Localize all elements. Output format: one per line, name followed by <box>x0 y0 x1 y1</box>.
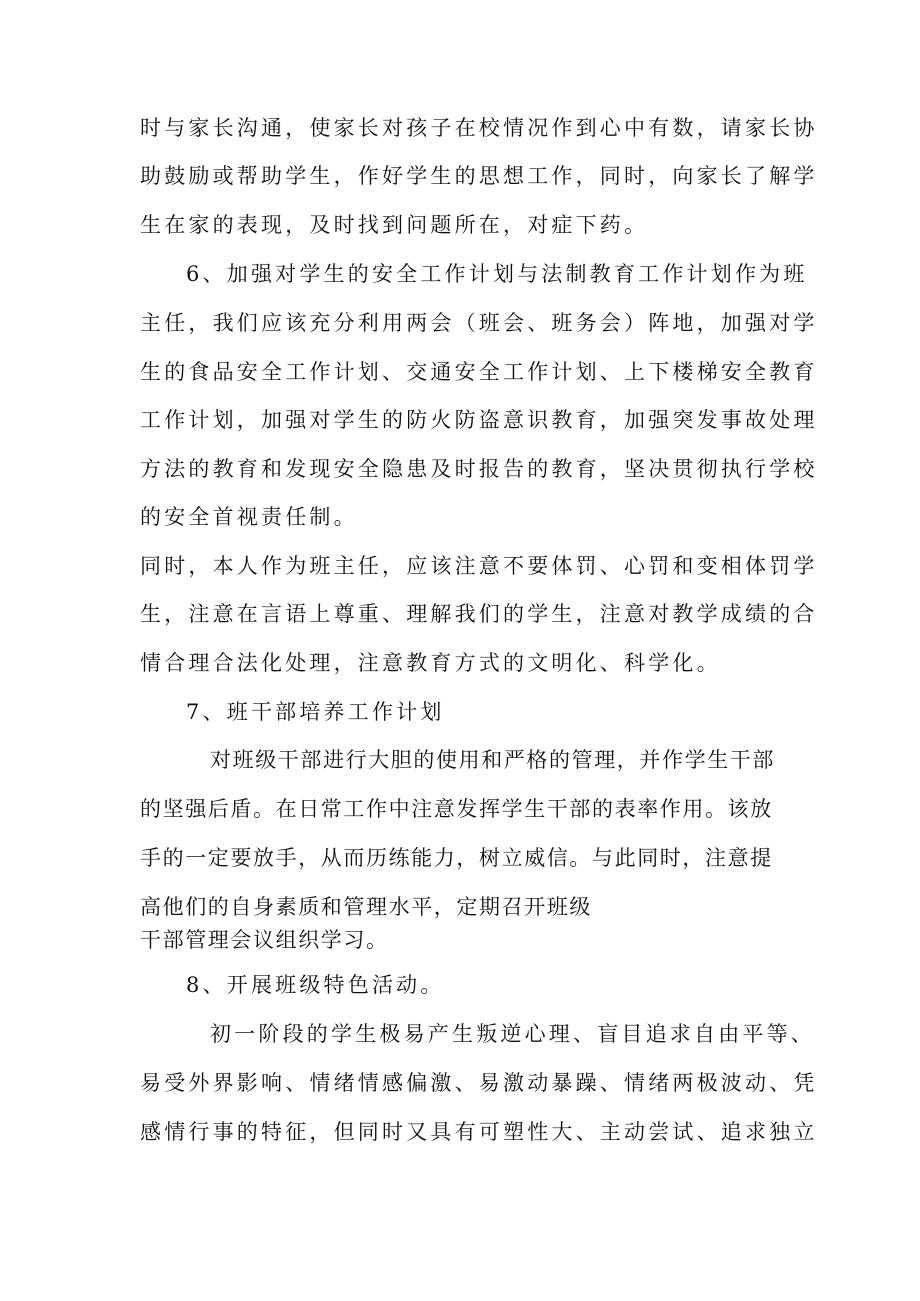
text-line-21: 易受外界影响、情绪情感偏激、易激动暴躁、情绪两极波动、凭 <box>140 1071 818 1095</box>
text-line-20: 初一阶段的学生极易产生叛逆心理、盲目追求自由平等、 <box>210 1022 815 1046</box>
text-line-1: 时与家长沟通，使家长对孩子在校情况作到心中有数，请家长协 <box>140 116 818 140</box>
text-line-15: 的坚强后盾。在日常工作中注意发挥学生干部的表率作用。该放 <box>140 797 773 821</box>
text-line-12: 情合理合法化处理，注意教育方式的文明化、科学化。 <box>140 651 721 675</box>
text-line-6: 生的食品安全工作计划、交通安全工作计划、上下楼梯安全教育 <box>140 360 818 384</box>
text-line-9: 的安全首视责任制。 <box>140 505 358 529</box>
section-6-heading-line: 6、加强对学生的安全工作计划与法制教育工作计划作为班 <box>186 262 808 286</box>
section-8-heading: 8、开展班级特色活动。 <box>186 973 445 997</box>
text-line-3: 生在家的表现，及时找到问题所在，对症下药。 <box>140 213 649 237</box>
text-line-8: 方法的教育和发现安全隐患及时报告的教育，坚决贯彻执行学校 <box>140 457 818 481</box>
text-line-10: 同时，本人作为班主任，应该注意不要体罚、心罚和变相体罚学 <box>140 554 818 578</box>
text-line-7: 工作计划，加强对学生的防火防盗意识教育，加强突发事故处理 <box>140 408 818 432</box>
text-line-14: 对班级干部进行大胆的使用和严格的管理，并作学生干部 <box>210 748 775 772</box>
text-line-17: 高他们的自身素质和管理水平，定期召开班级 <box>140 895 592 919</box>
text-line-11: 生，注意在言语上尊重、理解我们的学生，注意对教学成绩的合 <box>140 602 818 626</box>
text-line-22: 感情行事的特征，但同时又具有可塑性大、主动尝试、追求独立 <box>140 1120 818 1144</box>
section-7-heading: 7、班干部培养工作计划 <box>186 700 445 724</box>
text-line-18: 干部管理会议组织学习。 <box>140 928 389 952</box>
text-line-2: 助鼓励或帮助学生，作好学生的思想工作，同时，向家长了解学 <box>140 164 818 188</box>
text-line-16: 手的一定要放手，从而历练能力，树立威信。与此同时，注意提 <box>140 846 773 870</box>
text-line-5: 主任，我们应该充分利用两会（班会、班务会）阵地，加强对学 <box>140 311 818 335</box>
